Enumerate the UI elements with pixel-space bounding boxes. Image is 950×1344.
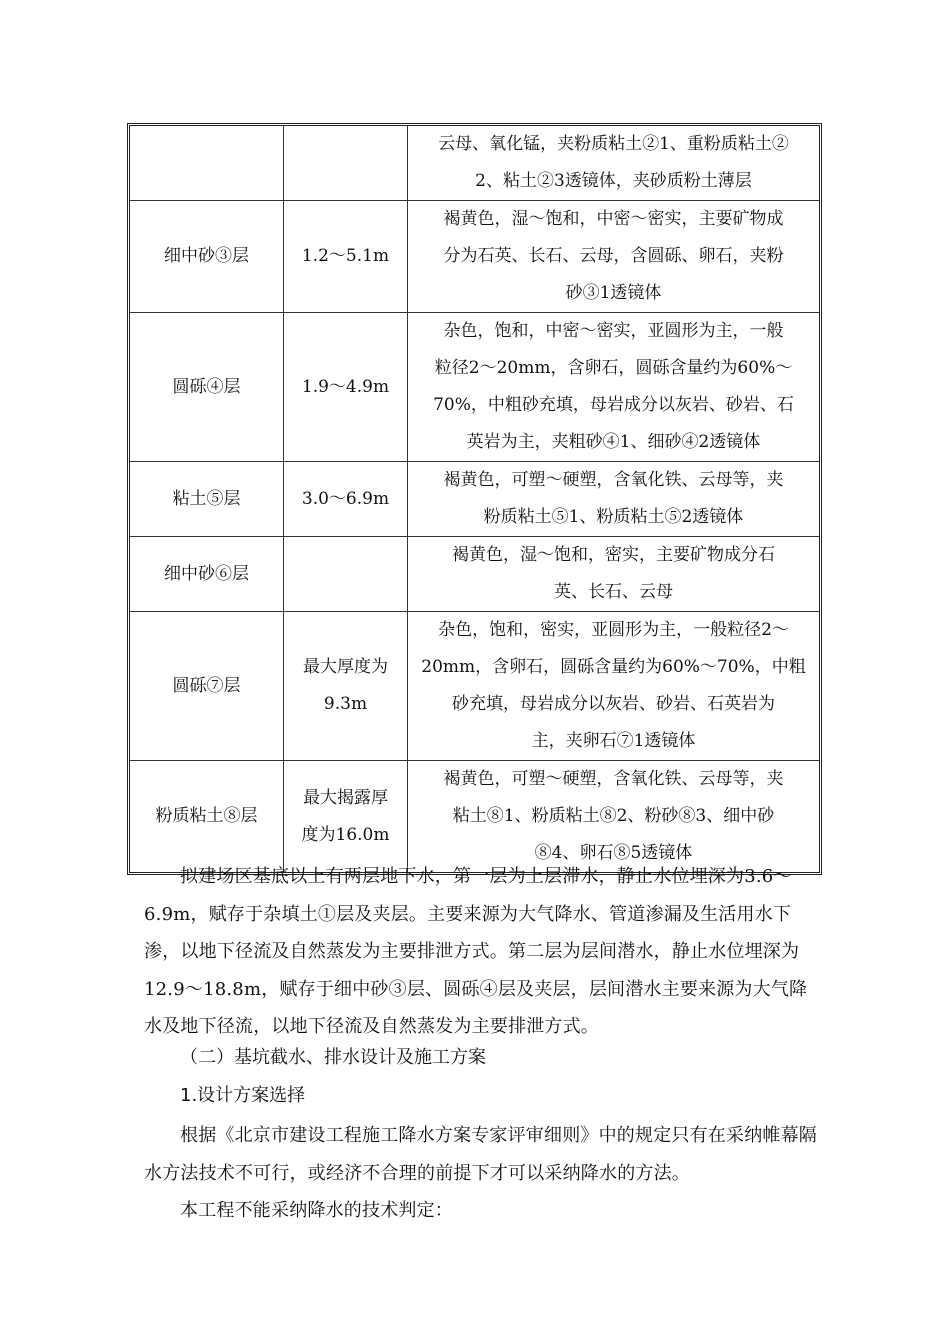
table-row [130, 461, 819, 536]
layer-name-cell: 细中砂③层 [130, 201, 284, 312]
thickness-cell: 3.0～6.9m [284, 462, 408, 536]
soil-layer-table [127, 123, 822, 875]
description-line: 砂③1透镜体 [565, 283, 662, 303]
subheading-design-selection: 1.设计方案选择 [180, 1085, 306, 1106]
description-line: ⑧4、卵石⑧5透镜体 [534, 843, 693, 863]
table-row [130, 611, 819, 760]
layer-name-cell: 细中砂⑥层 [130, 537, 284, 611]
section-heading: （二）基坑截水、排水设计及施工方案 [180, 1047, 486, 1068]
description-line: 杂色，饱和，中密～密实，亚圆形为主，一般 [443, 321, 784, 341]
description-line: 砂充填，母岩成分以灰岩、砂岩、石英岩为 [452, 694, 775, 714]
layer-name-cell: 圆砾④层 [130, 313, 284, 461]
description-line: 杂色，饱和，密实，亚圆形为主，一般粒径2～ [438, 620, 789, 640]
description-line: 粒径2～20mm，含卵石，圆砾含量约为60%～ [434, 358, 793, 378]
description-cell [408, 761, 819, 872]
layer-name-cell: 圆砾⑦层 [130, 612, 284, 760]
thickness-cell: 最大厚度为 9.3m [284, 612, 408, 760]
description-cell [408, 612, 819, 760]
description-line: 英、长石、云母 [554, 582, 673, 602]
description-line: 英岩为主，夹粗砂④1、细砂④2透镜体 [466, 432, 761, 452]
description-line: 主，夹卵石⑦1透镜体 [531, 731, 696, 751]
thickness-cell: 1.9～4.9m [284, 313, 408, 461]
description-line: 云母、氧化锰，夹粉质粘土②1、重粉质粘土② [438, 134, 789, 154]
layer-name-cell [130, 126, 284, 200]
layer-name-cell: 粘土⑤层 [130, 462, 284, 536]
description-cell [408, 313, 819, 461]
regulation-paragraph: 根据《北京市建设工程施工降水方案专家评审细则》中的规定只有在采纳帷幕隔水方法技术不可行，或经济不合理的前提下才可以采纳降水的方法。 [144, 1125, 817, 1184]
table-row [130, 312, 819, 461]
description-line: 褐黄色，可塑～硬塑，含氧化铁、云母等，夹 [443, 769, 784, 789]
judgement-paragraph: 本工程不能采纳降水的技术判定： [180, 1200, 453, 1221]
table-row [130, 760, 819, 872]
description-line: 2、粘土②3透镜体，夹砂质粉土薄层 [475, 171, 752, 191]
table-row [130, 126, 819, 200]
table-row [130, 200, 819, 312]
description-line: 70%，中粗砂充填，母岩成分以灰岩、砂岩、石 [433, 395, 794, 415]
description-cell [408, 537, 819, 611]
description-cell [408, 462, 819, 536]
description-line: 褐黄色，可塑～硬塑，含氧化铁、云母等，夹 [443, 470, 784, 490]
description-line: 褐黄色，湿～饱和，中密～密实，主要矿物成 [443, 209, 784, 229]
thickness-cell: 1.2～5.1m [284, 201, 408, 312]
thickness-cell [284, 126, 408, 200]
thickness-cell: 最大揭露厚 度为16.0m [284, 761, 408, 872]
description-line: 粘土⑧1、粉质粘土⑧2、粉砂⑧3、细中砂 [452, 806, 775, 826]
description-cell [408, 201, 819, 312]
layer-name-cell: 粉质粘土⑧层 [130, 761, 284, 872]
description-line: 分为石英、长石、云母，含圆砾、卵石，夹粉 [443, 246, 784, 266]
groundwater-paragraph: 拟建场区基底以上有两层地下水，第一层为上层滞水，静止水位埋深为3.6～6.9m，赋存于杂填土①层及夹层。主要来源为大气降水、管道渗漏及生活用水下渗，以地下径流及自然蒸发为主要排泄方式。第二层为层间潜水，静止水位埋深为12.9～18.8m，赋存于细中砂③层、圆砾④层及夹层，层间潜水主要来源为大气降水及地下径流，以地下径流及自然蒸发为主要排泄方式。 [144, 866, 808, 1037]
thickness-cell [284, 537, 408, 611]
description-line: 20mm，含卵石，圆砾含量约为60%～70%，中粗 [421, 657, 806, 677]
table-row [130, 536, 819, 611]
description-cell [408, 126, 819, 200]
description-line: 粉质粘土⑤1、粉质粘土⑤2透镜体 [483, 507, 744, 527]
description-line: 褐黄色，湿～饱和，密实，主要矿物成分石 [452, 545, 775, 565]
